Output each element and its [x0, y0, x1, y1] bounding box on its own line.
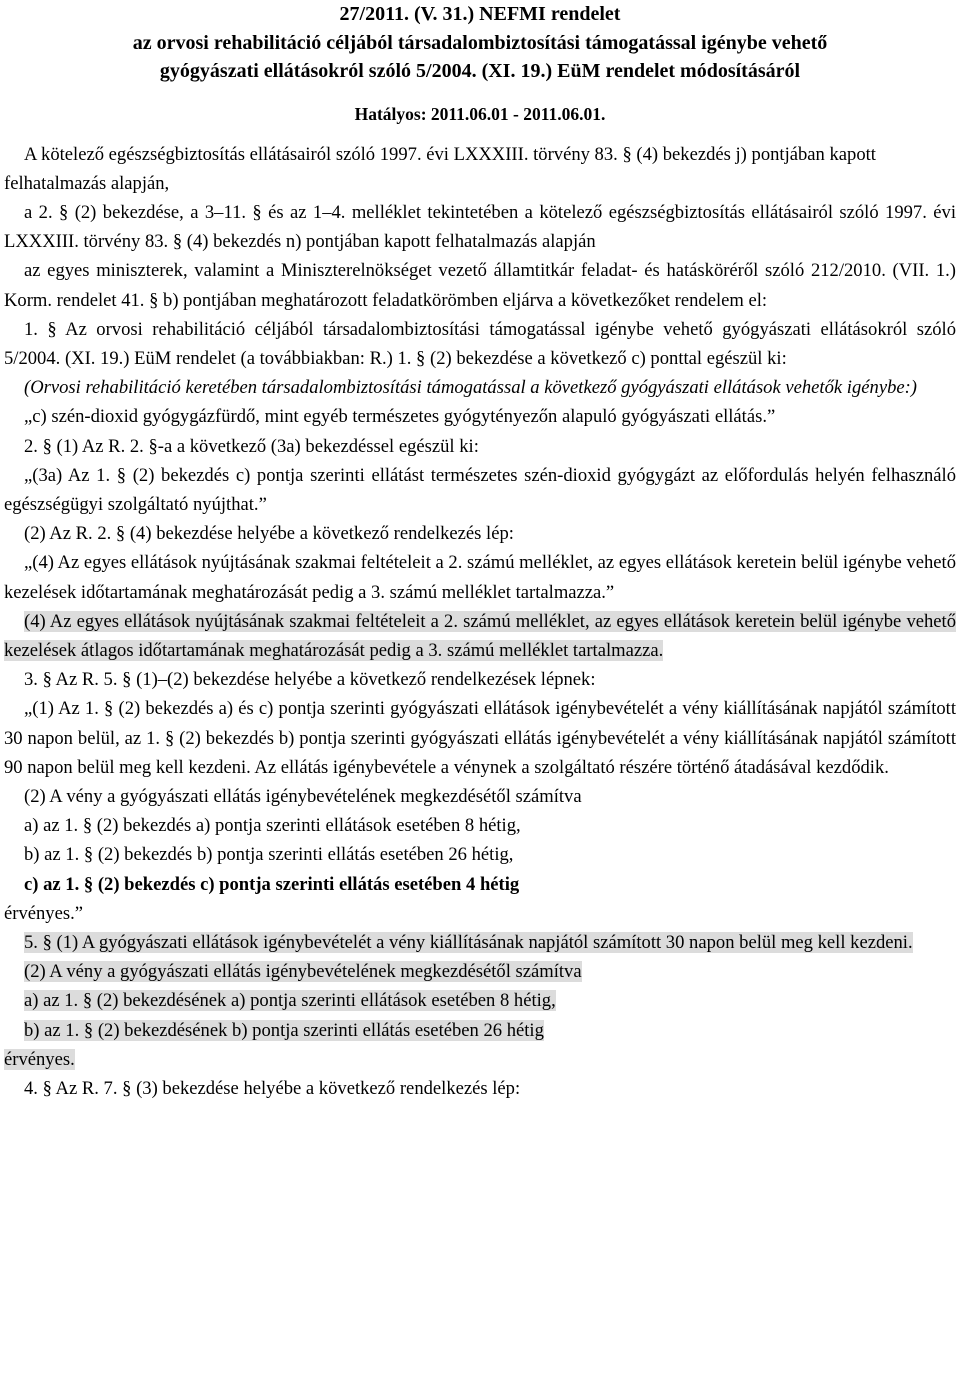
section-5-old-1	[4, 928, 956, 957]
section-2-1: 2. § (1) Az R. 2. §-a a következő (3a) bekezdéssel egészül ki:	[24, 435, 479, 457]
document-header	[4, 0, 956, 128]
section-1-quote-intro: (Orvosi rehabilitáció keretében társadalombiztosítási támogatással a következő gyógyászati ellátások vehetők igénybe:)	[24, 377, 917, 399]
title-line-3: gyógyászati ellátásokról szóló 5/2004. (XI. 19.) EüM rendelet módosításáról	[159, 60, 801, 82]
struck-text-highlight: (2) A vény a gyógyászati ellátás igénybevételének megkezdésétől számítva	[24, 961, 582, 983]
section-3: 3. § Az R. 5. § (1)–(2) bekezdése helyébe a következő rendelkezések lépnek:	[24, 669, 596, 691]
section-4: 4. § Az R. 7. § (3) bekezdése helyébe a következő rendelkezés lép:	[24, 1078, 521, 1099]
struck-text-highlight: a) az 1. § (2) bekezdésének a) pontja szerinti ellátások esetében 8 hétig,	[24, 990, 556, 1012]
struck-text-highlight: b) az 1. § (2) bekezdésének b) pontja szerinti ellátás esetében 26 hétig	[24, 1019, 544, 1041]
section-1-quote-point-c: „c) szén-dioxid gyógygázfürdő, mint egyéb természetes gyógytényezőn alapuló gyógyászati ellátás.”	[24, 406, 776, 428]
preamble-paragraph-2: a 2. § (2) bekezdése, a 3–11. § és az 1–4. melléklet tekintetében a kötelező egészségbiztosítás ellátásairól szóló 1997. évi LXXXIII. törvény 83. § (4) bekezdés n) pontjában kapott felhatalmazás alapján	[4, 201, 956, 253]
section-3-point-c: c) az 1. § (2) bekezdés c) pontja szerinti ellátás esetében 4 hétig	[24, 873, 520, 895]
struck-text-highlight: 5. § (1) A gyógyászati ellátások igénybevételét a vény kiállításának napjától számított 30 napon belül meg kell kezdeni.	[24, 931, 913, 953]
section-2-1-quote: „(3a) Az 1. § (2) bekezdés c) pontja szerinti ellátást természetes szén-dioxid gyógygázt az előfordulás helyén felhasználó egészségügyi szolgáltató nyújthat.”	[4, 464, 956, 515]
preamble	[4, 140, 956, 315]
section-5-old-2	[4, 957, 956, 986]
preamble-paragraph-3: az egyes miniszterek, valamint a Miniszterelnökséget vezető államtitkár feladat- és hatásköréről szóló 212/2010. (VII. 1.) Korm. rendelet 41. § b) pontjában meghatározott feladatkörömben eljárva a következőket rendelem el:	[4, 260, 956, 311]
section-3-point-b: b) az 1. § (2) bekezdés b) pontja szerinti ellátás esetében 26 hétig,	[24, 844, 514, 866]
section-5-old-point-b	[4, 1016, 956, 1045]
section-2-2: (2) Az R. 2. § (4) bekezdése helyébe a következő rendelkezés lép:	[24, 523, 514, 545]
title-line-1: 27/2011. (V. 31.) NEFMI rendelet	[339, 3, 621, 25]
struck-text-highlight: érvényes.	[4, 1048, 75, 1070]
section-5-old-point-a	[4, 986, 956, 1015]
section-1: 1. § Az orvosi rehabilitáció céljából társadalombiztosítási támogatással igénybe vehető gyógyászati ellátásokról szóló 5/2004. (XI. 19.) EüM rendelet (a továbbiakban: R.) 1. § (2) bekezdése a következő c) ponttal egészül ki:	[4, 318, 956, 369]
section-2-2-old-text	[4, 607, 956, 665]
section-3-end: érvényes.”	[4, 902, 83, 924]
preamble-paragraph-1: A kötelező egészségbiztosítás ellátásairól szóló 1997. évi LXXXIII. törvény 83. § (4) bekezdés j) pontjában kapott felhatalmazás alapján,	[4, 143, 876, 194]
section-2-2-quote: „(4) Az egyes ellátások nyújtásának szakmai feltételeit a 2. számú melléklet, az egyes ellátások keretein belül igénybe vehető kezelések időtartamának meghatározását pedig a 3. számú melléklet tartalmazza.”	[4, 552, 956, 603]
regulation-body	[4, 315, 956, 1103]
section-3-quote-1: „(1) Az 1. § (2) bekezdés a) és c) pontja szerinti gyógyászati ellátások igénybevételét a vény kiállításának napjától számított 30 napon belül, az 1. § (2) bekezdés b) pontja szerinti gyógyászati ellátás igénybevételét a vény kiállításának napjától számított 90 napon belül meg kell kezdeni. Az ellátás igénybevétele a vénynek a szolgáltató részére történő átadásával kezdődik.	[4, 698, 956, 778]
struck-text-highlight: (4) Az egyes ellátások nyújtásának szakmai feltételeit a 2. számú melléklet, az egyes ellátások keretein belül igénybe vehető kezelések átlagos időtartamának meghatározását pedig a 3. számú melléklet tartalmazza.	[4, 610, 956, 661]
title-line-2: az orvosi rehabilitáció céljából társadalombiztosítási támogatással igénybe vehető	[132, 31, 828, 54]
effective-date: Hatályos: 2011.06.01 - 2011.06.01.	[354, 103, 606, 124]
section-3-point-a: a) az 1. § (2) bekezdés a) pontja szerinti ellátások esetében 8 hétig,	[24, 815, 521, 837]
section-5-old-end	[4, 1045, 956, 1074]
document-page	[4, 0, 956, 1103]
section-3-quote-2: (2) A vény a gyógyászati ellátás igénybevételének megkezdésétől számítva	[24, 785, 582, 807]
